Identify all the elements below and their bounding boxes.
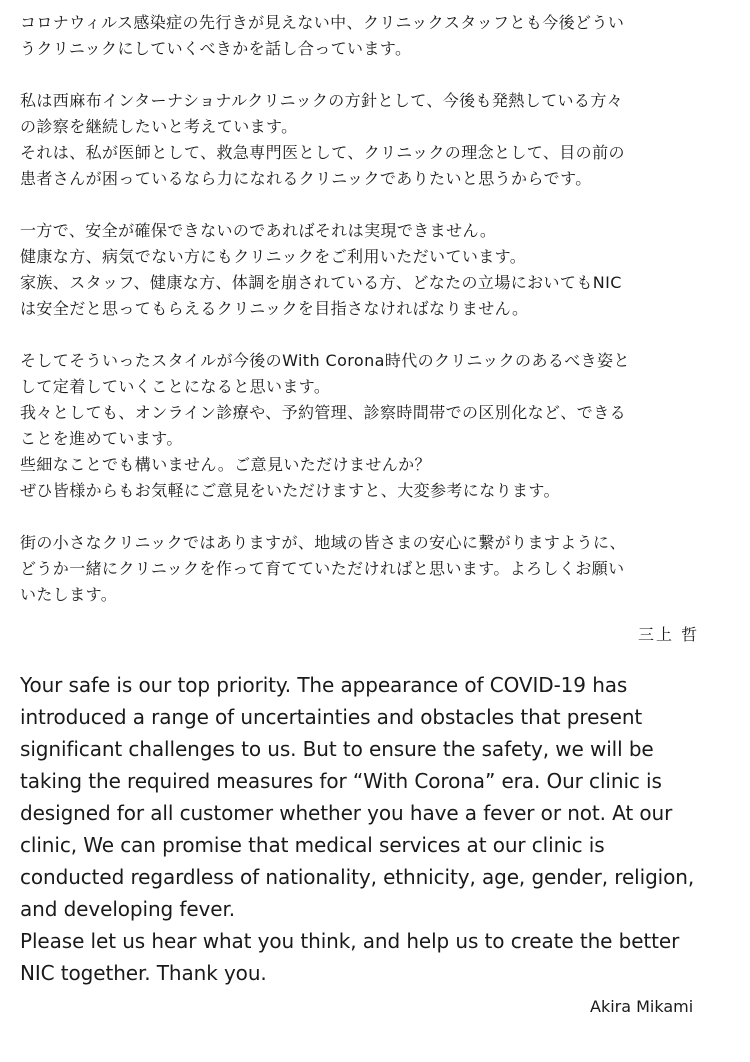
jp-text-line: 私は西麻布インターナショナルクリニックの方針として、今後も発熱している方々 [20, 91, 624, 110]
en-text-line: Please let us hear what you think, and help us to create the better [20, 929, 680, 953]
japanese-message [20, 10, 732, 634]
jp-paragraph-4 [20, 348, 732, 504]
jp-signature: 三上 哲 [638, 625, 700, 644]
jp-text-line: ぜひ皆様からもお気軽にご意見をいただけますと、大変参考になります。 [20, 481, 560, 500]
jp-text-line: 一方で、安全が確保できないのであればそれは実現できません。 [20, 221, 497, 240]
jp-text-line: いたします。 [20, 585, 118, 604]
en-text-line: clinic, We can promise that medical services at our clinic is [20, 833, 605, 857]
jp-text-line: の診察を継続したいと考えています。 [20, 117, 298, 136]
en-text-line: designed for all customer whether you have a fever or not. At our [20, 801, 673, 825]
jp-paragraph-5 [20, 530, 732, 608]
en-signature: Akira Mikami [590, 997, 694, 1016]
jp-text-line: そしてそういったスタイルが今後のWith Corona時代のクリニックのあるべき姿と [20, 351, 630, 370]
en-text-line: significant challenges to us. But to ensure the safety, we will be [20, 737, 654, 761]
en-text-line: conducted regardless of nationality, ethnicity, age, gender, religion, [20, 865, 695, 889]
jp-text-line: 我々としても、オンライン診療や、予約管理、診察時間帯での区別化など、できる [20, 403, 627, 422]
jp-text-line: それは、私が医師として、救急専門医として、クリニックの理念として、目の前の [20, 143, 625, 162]
jp-paragraph-3 [20, 218, 732, 322]
en-text-line: NIC together. Thank you. [20, 961, 267, 985]
jp-text-line: 街の小さなクリニックではありますが、地域の皆さまの安心に繋がりますように、 [20, 533, 626, 552]
english-message [20, 669, 740, 989]
jp-text-line: コロナウィルス感染症の先行きが見えない中、クリニックスタッフとも今後どうい [20, 13, 625, 32]
jp-text-line: どうか一緒にクリニックを作って育てていただければと思います。よろしくお願い [20, 559, 625, 578]
jp-text-line: して定着していくことになると思います。 [20, 377, 331, 396]
jp-text-line: うクリニックにしていくべきかを話し合っています。 [20, 39, 412, 58]
en-text-line: introduced a range of uncertainties and obstacles that present [20, 705, 643, 729]
jp-paragraph-1 [20, 10, 732, 62]
en-text-line: Your safe is our top priority. The appearance of COVID-19 has [20, 673, 628, 697]
en-text-line: taking the required measures for “With Corona” era. Our clinic is [20, 769, 662, 793]
jp-text-line: は安全だと思ってもらえるクリニックを目指さなければなりません。 [20, 299, 529, 318]
jp-text-line: 家族、スタッフ、健康な方、体調を崩されている方、どなたの立場においてもNIC [20, 273, 622, 292]
jp-text-line: 健康な方、病気でない方にもクリニックをご利用いただいています。 [20, 247, 527, 266]
jp-text-line: ことを進めています。 [20, 429, 183, 448]
en-text-line: and developing fever. [20, 897, 236, 921]
jp-text-line: 些細なことでも構いません。ご意見いただけませんか？ [20, 455, 431, 474]
jp-paragraph-2 [20, 88, 732, 192]
jp-text-line: 患者さんが困っているなら力になれるクリニックでありたいと思うからです。 [20, 169, 592, 188]
